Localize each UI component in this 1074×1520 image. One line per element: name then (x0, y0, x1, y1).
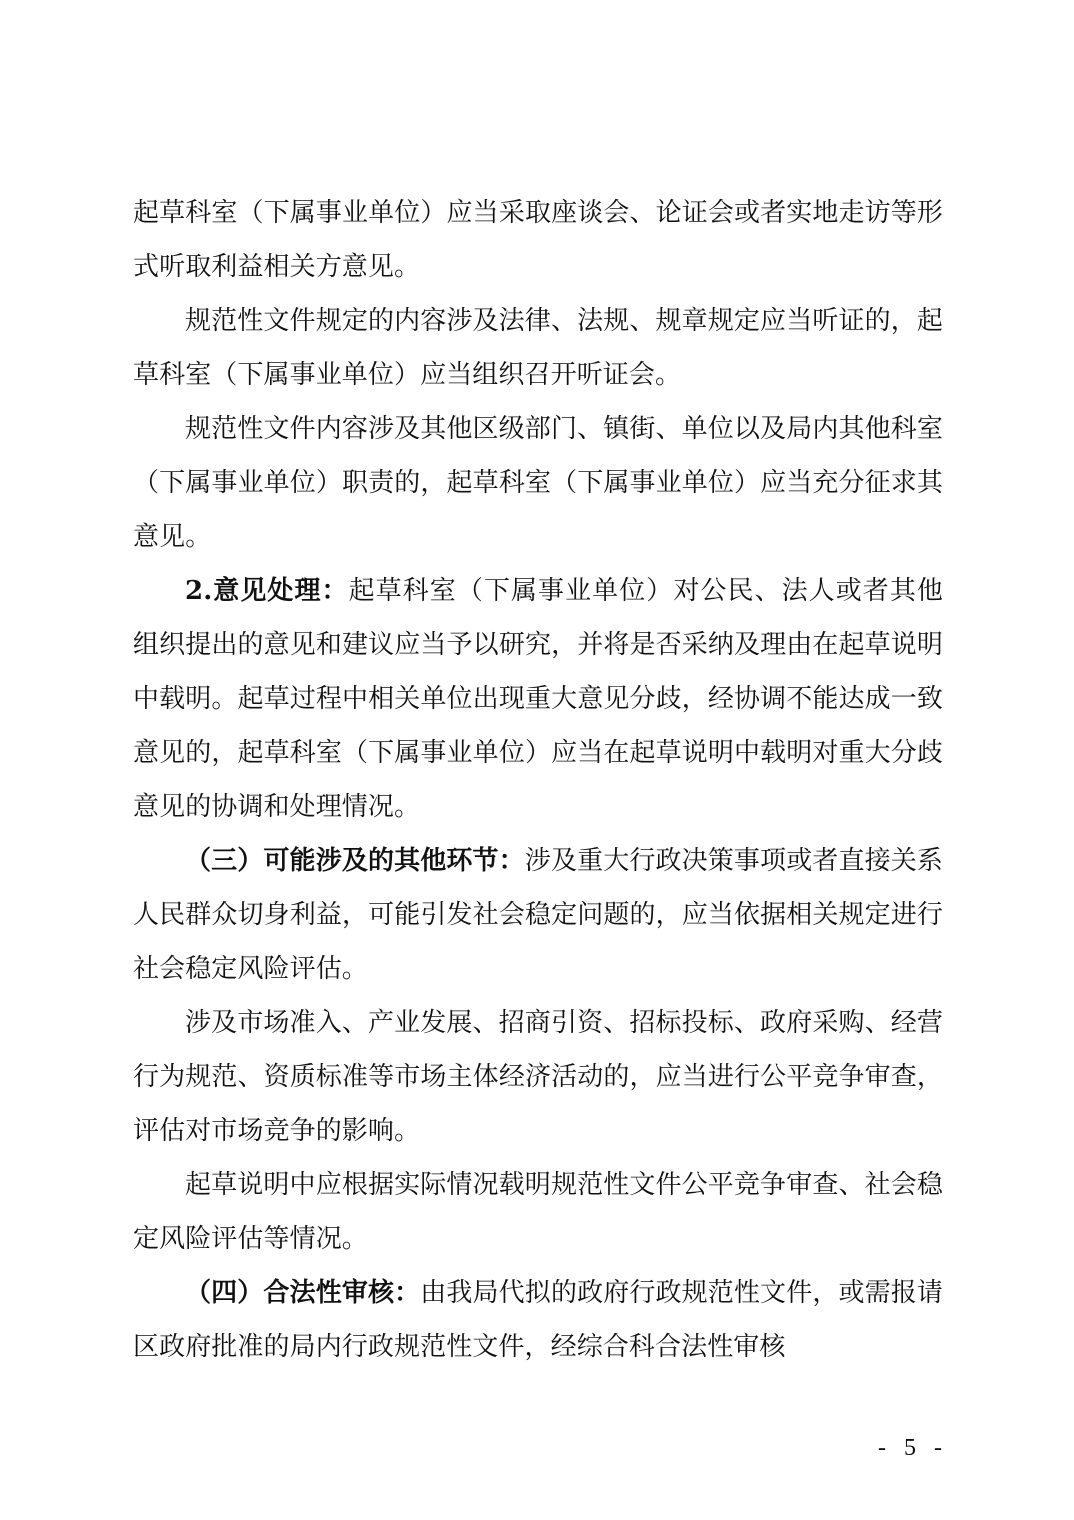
paragraph-text: 起草说明中应根据实际情况载明规范性文件公平竞争审查、社会稳定风险评估等情况。 (133, 1170, 943, 1254)
section-heading: （四）合法性审核： (185, 1278, 421, 1308)
paragraph-opinion-handling (133, 564, 943, 834)
paragraph-text: 涉及市场准入、产业发展、招商引资、招标投标、政府采购、经营行为规范、资质标准等市场主体经济活动的，应当进行公平竞争审查，评估对市场竞争的影响。 (133, 1008, 943, 1146)
paragraph-legality-review (133, 1266, 943, 1374)
paragraph-text: 由我局代拟的政府行政规范性文件，或需报请区政府批准的局内行政规范性文件，经综合科合法性审核 (133, 1278, 943, 1362)
page-number: - 5 - (878, 1435, 948, 1461)
paragraph-drafting-notes (133, 1158, 943, 1266)
paragraph-fair-competition (133, 996, 943, 1158)
paragraph-text: 起草科室（下属事业单位）应当采取座谈会、论证会或者实地走访等形式听取利益相关方意见。 (133, 198, 943, 282)
section-heading: 2.意见处理： (185, 576, 349, 606)
paragraph-continued (133, 186, 943, 294)
paragraph-consult-departments (133, 402, 943, 564)
section-heading: （三）可能涉及的其他环节： (185, 846, 525, 876)
paragraph-text: 涉及重大行政决策事项或者直接关系人民群众切身利益，可能引发社会稳定问题的，应当依据相关规定进行社会稳定风险评估。 (133, 846, 943, 984)
paragraph-text: 起草科室（下属事业单位）对公民、法人或者其他组织提出的意见和建议应当予以研究，并将是否采纳及理由在起草说明中载明。起草过程中相关单位出现重大意见分歧，经协调不能达成一致意见的，起草科室（下属事业单位）应当在起草说明中载明对重大分歧意见的协调和处理情况。 (133, 576, 944, 822)
document-body (133, 186, 943, 1374)
paragraph-hearing (133, 294, 943, 402)
paragraph-text: 规范性文件规定的内容涉及法律、法规、规章规定应当听证的，起草科室（下属事业单位）应当组织召开听证会。 (133, 306, 943, 390)
paragraph-other-steps (133, 834, 943, 996)
paragraph-text: 规范性文件内容涉及其他区级部门、镇街、单位以及局内其他科室（下属事业单位）职责的，起草科室（下属事业单位）应当充分征求其意见。 (133, 414, 943, 552)
